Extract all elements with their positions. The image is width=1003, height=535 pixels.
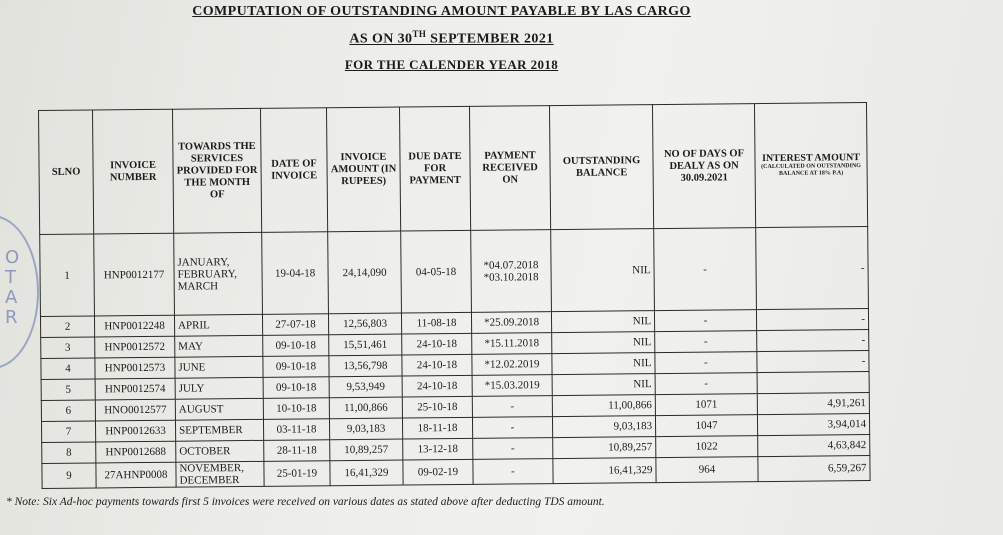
- cell-month: AUGUST: [175, 398, 263, 420]
- cell-month: JUNE: [175, 356, 263, 378]
- cell-due-date: 09-02-19: [403, 459, 473, 485]
- cell-month: MAY: [175, 335, 263, 357]
- cell-outstanding-balance: NIL: [552, 332, 655, 354]
- cell-invoice-amount: 16,41,329: [330, 460, 403, 486]
- cell-invoice-amount: 9,03,183: [329, 418, 402, 440]
- cell-slno: 2: [40, 316, 94, 338]
- cell-invoice-number: HNP0012177: [94, 233, 175, 316]
- cell-due-date: 11-08-18: [401, 312, 471, 334]
- header-days-delay: NO OF DAYS OF DEALY AS ON 30.09.2021: [652, 104, 755, 229]
- cell-days-delay: -: [655, 331, 757, 353]
- cell-outstanding-balance: 16,41,329: [553, 458, 656, 484]
- cell-date-of-invoice: 19-04-18: [262, 232, 329, 315]
- table-header: [39, 103, 868, 235]
- cell-invoice-amount: 15,51,461: [329, 334, 402, 356]
- cell-interest-amount: 4,91,261: [757, 393, 869, 415]
- cell-due-date: 04-05-18: [401, 230, 472, 313]
- cell-outstanding-balance: 10,89,257: [553, 437, 656, 459]
- header-payment-received: PAYMENT RECEIVED ON: [469, 106, 550, 231]
- cell-invoice-amount: 10,89,257: [330, 439, 403, 461]
- table-row: [40, 227, 869, 317]
- cell-outstanding-balance: 11,00,866: [552, 395, 655, 417]
- cell-days-delay: -: [654, 310, 756, 332]
- cell-date-of-invoice: 28-11-18: [264, 440, 330, 462]
- cell-days-delay: -: [655, 373, 757, 395]
- cell-invoice-number: 27AHNP0008: [96, 462, 176, 488]
- cell-payment-received: -: [473, 459, 553, 485]
- document-titles: [0, 4, 1003, 73]
- cell-date-of-invoice: 09-10-18: [263, 356, 329, 378]
- cell-slno: 1: [40, 234, 95, 317]
- cell-days-delay: 1071: [655, 394, 757, 416]
- cell-outstanding-balance: NIL: [552, 353, 655, 375]
- title-line-1: COMPUTATION OF OUTSTANDING AMOUNT PAYABLE BY LAS CARGO: [192, 4, 691, 19]
- cell-due-date: 24-10-18: [402, 333, 472, 355]
- cell-month: JULY: [175, 377, 263, 399]
- header-invoice-number: INVOICE NUMBER: [93, 109, 174, 234]
- cell-interest-amount: 6,59,267: [758, 456, 870, 482]
- outstanding-table: [38, 102, 871, 489]
- cell-interest-amount: -: [756, 227, 869, 310]
- cell-invoice-amount: 11,00,866: [329, 397, 402, 419]
- cell-slno: 9: [42, 463, 96, 489]
- cell-interest-amount: -: [756, 309, 868, 331]
- cell-date-of-invoice: 25-01-19: [264, 461, 330, 487]
- header-invoice-amount: INVOICE AMOUNT (IN RUPEES): [326, 107, 400, 232]
- cell-date-of-invoice: 03-11-18: [263, 419, 329, 441]
- cell-interest-amount: 3,94,014: [757, 414, 869, 436]
- cell-due-date: 25-10-18: [402, 396, 472, 418]
- cell-invoice-number: HNP0012572: [95, 336, 175, 358]
- cell-invoice-amount: 9,53,949: [329, 376, 402, 398]
- cell-payment-received: -: [473, 438, 553, 460]
- cell-month: APRIL: [174, 314, 262, 336]
- cell-interest-amount: 4,63,842: [758, 435, 870, 457]
- title-line-2: AS ON 30TH SEPTEMBER 2021: [349, 29, 554, 47]
- stamp-letter: R: [5, 307, 18, 328]
- cell-interest-amount: -: [757, 330, 869, 352]
- footnote: * Note: Six Ad-hoc payments towards first 5 invoices were received on various dates as stated above after deducting TDS amount.: [6, 496, 605, 508]
- header-date-of-invoice: DATE OF INVOICE: [260, 108, 327, 233]
- title-line-3: FOR THE CALENDER YEAR 2018: [344, 56, 559, 72]
- cell-payment-received: *12.02.2019: [472, 354, 552, 376]
- stamp-letter: A: [5, 287, 18, 308]
- cell-days-delay: -: [655, 352, 757, 374]
- header-interest: INTEREST AMOUNT (CALCULATED ON OUTSTANDING BALANCE AT 18% P.A): [754, 103, 867, 228]
- cell-invoice-amount: 24,14,090: [328, 231, 402, 314]
- cell-due-date: 24-10-18: [402, 354, 472, 376]
- cell-slno: 6: [41, 400, 95, 422]
- cell-due-date: 13-12-18: [403, 438, 473, 460]
- header-towards: TOWARDS THE SERVICES PROVIDED FOR THE MONTH OF: [172, 108, 261, 233]
- cell-date-of-invoice: 09-10-18: [263, 335, 329, 357]
- cell-payment-received: *04.07.2018 *03.10.2018: [471, 230, 552, 313]
- cell-payment-received: -: [472, 417, 552, 439]
- cell-month: NOVEMBER, DECEMBER: [176, 461, 264, 487]
- cell-month: OCTOBER: [176, 440, 264, 462]
- cell-days-delay: 964: [656, 457, 758, 483]
- header-slno: SLNO: [39, 110, 94, 235]
- cell-payment-received: *15.11.2018: [472, 333, 552, 355]
- cell-days-delay: -: [654, 228, 757, 311]
- cell-invoice-number: HNP0012633: [95, 420, 175, 442]
- header-outstanding: OUTSTANDING BALANCE: [549, 105, 653, 230]
- cell-invoice-number: HNP0012248: [94, 315, 174, 337]
- cell-slno: 8: [42, 442, 96, 464]
- cell-due-date: 24-10-18: [402, 375, 472, 397]
- stamp-letter: O: [5, 247, 20, 268]
- cell-invoice-number: HNP0012688: [96, 441, 176, 463]
- cell-days-delay: 1022: [656, 436, 758, 458]
- cell-due-date: 18-11-18: [402, 417, 472, 439]
- cell-invoice-number: HNP0012573: [95, 357, 175, 379]
- cell-invoice-number: HNO0012577: [95, 399, 175, 421]
- stamp-letter: T: [5, 267, 16, 288]
- notary-stamp: [0, 215, 39, 369]
- cell-payment-received: -: [472, 396, 552, 418]
- cell-date-of-invoice: 10-10-18: [263, 398, 329, 420]
- cell-interest-amount: [757, 372, 869, 394]
- cell-outstanding-balance: NIL: [552, 374, 655, 396]
- cell-invoice-number: HNP0012574: [95, 378, 175, 400]
- cell-month: SEPTEMBER: [175, 419, 263, 441]
- cell-slno: 4: [41, 358, 95, 380]
- cell-date-of-invoice: 27-07-18: [262, 314, 328, 336]
- cell-days-delay: 1047: [655, 415, 757, 437]
- cell-month: JANUARY, FEBRUARY, MARCH: [174, 232, 263, 315]
- cell-outstanding-balance: 9,03,183: [552, 416, 655, 438]
- cell-payment-received: *15.03.2019: [472, 375, 552, 397]
- cell-outstanding-balance: NIL: [551, 229, 655, 312]
- cell-slno: 5: [41, 379, 95, 401]
- cell-outstanding-balance: NIL: [551, 311, 654, 333]
- cell-payment-received: *25.09.2018: [471, 312, 551, 334]
- cell-date-of-invoice: 09-10-18: [263, 377, 329, 399]
- cell-invoice-amount: 13,56,798: [329, 355, 402, 377]
- header-due-date: DUE DATE FOR PAYMENT: [399, 106, 470, 231]
- cell-invoice-amount: 12,56,803: [328, 313, 401, 335]
- cell-interest-amount: -: [757, 351, 869, 373]
- cell-slno: 7: [41, 421, 95, 443]
- cell-slno: 3: [41, 337, 95, 359]
